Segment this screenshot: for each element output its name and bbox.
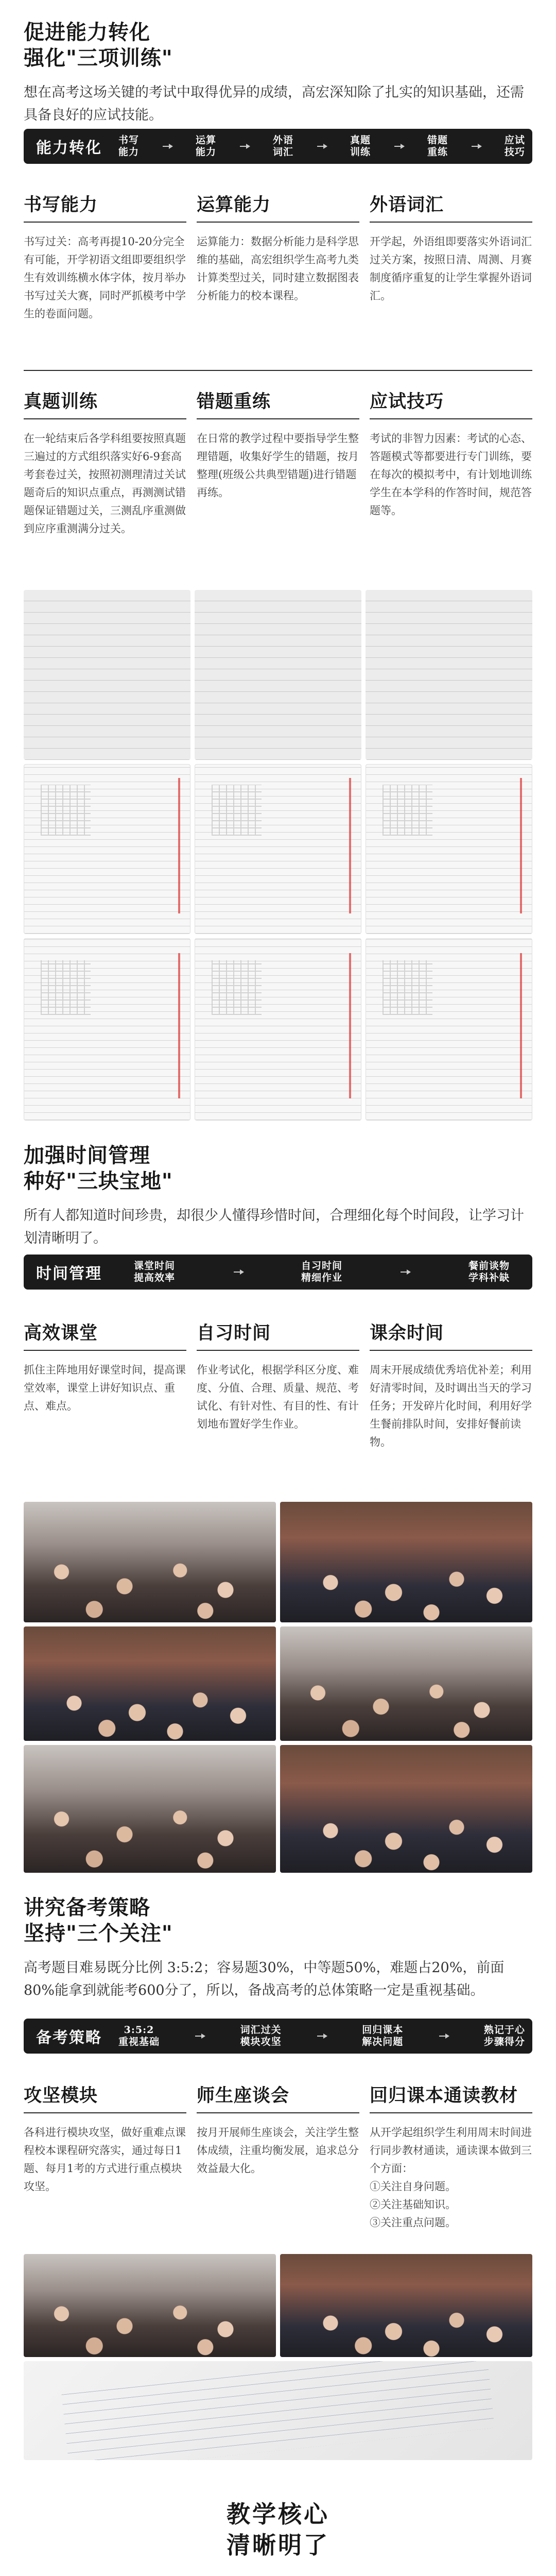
classroom-photo [24,1626,276,1741]
card-title: 师生座谈会 [197,2085,290,2106]
classroom-photo [24,1745,276,1873]
closing-line: 清晰明了 [227,2531,329,2559]
arrow-icon [394,146,404,147]
ability-card [370,191,532,323]
ability-card [197,191,359,323]
card-text: 作业考试化，根据学科区分度、难度、分值、合理、质量、规范、考试化、有针对性、有目的性、有计划地布置好学生作业。 [197,1364,359,1430]
bar-step: 外语 词汇 [272,134,293,158]
handwriting-photo [195,590,361,760]
section-intro: 所有人都知道时间珍贵，却很少人懂得珍惜时间，合理细化每个时间段，让学习计划清晰明了。 [24,1208,524,1246]
classroom-photo [280,1626,532,1741]
worksheet-photo [195,938,361,1121]
card-text: 运算能力：数据分析能力是科学思维的基础，高宏组织学生高考九类计算类型过关，同时建立数据图表分析能力的校本课程。 [197,235,359,302]
handwriting-photo [366,590,532,760]
divider [370,2112,532,2113]
card-title: 回归课本通读教材 [370,2085,518,2106]
closing-line: 教学核心 [227,2500,329,2528]
divider [24,1350,186,1351]
bar-step: 课堂时间 提高效率 [134,1260,176,1283]
card-title: 错题重练 [197,391,271,412]
time-row [24,1319,532,1451]
bar-label: 备考策略 [36,2029,102,2047]
ability-card [24,387,186,538]
worksheet-photo [195,764,361,934]
card-title: 书写能力 [24,194,98,215]
section-title-line: 坚持"三个关注" [24,1921,173,1945]
arrow-icon [317,2036,326,2037]
section-intro: 想在高考这场关键的考试中取得优异的成绩，高宏深知除了扎实的知识基础，还需具备良好的应试技能。 [24,84,524,123]
strategy-row [24,2081,532,2232]
card-title: 课余时间 [370,1323,444,1344]
card-text: 在一轮结束后各学科组要按照真题三遍过的方式组织落实好6-9套高考套卷过关，按照初测理清过关试题奇后的知识点重点，再测测试错题保证错题过关，三测乱序重测做到应序重测满分过关。 [24,432,186,535]
closing-slogan [0,2499,556,2561]
bar-step: 运算 能力 [195,134,216,158]
card-title: 真题训练 [24,391,98,412]
arrow-icon [163,146,172,147]
ability-card [24,191,186,323]
list-item: ②关注基础知识。 [370,2198,456,2211]
card-title: 外语词汇 [370,194,444,215]
section-strategy [0,1895,556,2002]
strategy-photos [24,2254,532,2460]
card-title: 应试技巧 [370,391,444,412]
arrow-icon [234,1272,243,1273]
list-item: ③关注重点问题。 [370,2216,456,2229]
bar-step: 书写 能力 [118,134,140,158]
time-bar [24,1255,532,1290]
divider [197,418,359,419]
arrow-icon [439,2036,448,2037]
ability-row-1 [24,191,532,323]
card-title: 高效课堂 [24,1323,98,1344]
ability-bar [24,129,532,164]
section-title-line: 种好"三块宝地" [24,1169,173,1193]
strategy-card [197,2081,359,2232]
worksheet-photo [24,764,190,934]
classroom-photo [280,1502,532,1622]
divider [24,418,186,419]
divider [24,222,186,223]
time-card [370,1319,532,1451]
bar-label: 时间管理 [36,1265,102,1283]
worksheet-photo [366,764,532,934]
worksheet-photo [366,938,532,1121]
list-item: ①关注自身问题。 [370,2180,456,2193]
divider [24,2112,186,2113]
section-title-line: 促进能力转化 [24,20,150,44]
bar-step: 真题 训练 [350,134,371,158]
classroom-photo [280,1745,532,1873]
bar-step: 熟记于心 步骤得分 [483,2024,525,2047]
divider [370,418,532,419]
card-text: 书写过关：高考再提10-20分完全有可能，开学初语文组即要组织学生有效训练横水体字体，按月举办书写过关大赛，同时严抓模考中学生的卷面问题。 [24,235,186,320]
card-text: 在日常的教学过程中要指导学生整理错题，收集好学生的错题，按月整理(班级公共典型错题)进行错题再练。 [197,432,359,499]
time-card [24,1319,186,1451]
bar-step: 错题 重练 [427,134,448,158]
section-time [0,1143,556,1250]
bar-step: 应试 技巧 [504,134,525,158]
divider [197,2112,359,2113]
meeting-photo [24,2254,276,2357]
card-text: 各科进行模块攻坚，做好重难点课程校本课程研究落实，通过每日1题、每月1考的方式进行重点模块攻坚。 [24,2126,186,2193]
arrow-icon [472,146,481,147]
divider [370,1350,532,1351]
handwriting-photo [24,590,190,760]
classroom-photos [24,1502,532,1873]
bar-step: 词汇过关 模块攻坚 [240,2024,282,2047]
bar-step: 自习时间 精细作业 [301,1260,342,1283]
card-text: 按月开展师生座谈会，关注学生整体成绩，注重均衡发展，追求总分效益最大化。 [197,2126,359,2175]
bar-step: 3:5:2 重视基础 [118,2024,160,2047]
card-title: 攻坚模块 [24,2085,98,2106]
card-text: 开学起，外语组即要落实外语词汇过关方案，按照日清、周测、月赛制度循序重复的让学生掌握外语词汇。 [370,235,532,302]
divider [24,370,532,371]
ability-card [197,387,359,538]
section-title-line: 讲究备考策略 [24,1895,150,1920]
bar-step: 餐前谈物 学科补缺 [468,1260,510,1283]
card-title: 运算能力 [197,194,271,215]
divider [197,1350,359,1351]
notes-photo [24,2361,532,2460]
divider [197,222,359,223]
section-title-line: 加强时间管理 [24,1143,150,1167]
section-intro: 高考题目难易既分比例 3:5:2；容易题30%，中等题50%，难题占20%，前面80%能拿到就能考600分了，所以，备战高考的总体策略一定是重视基础。 [24,1960,505,1998]
card-text: 考试的非智力因素：考试的心态、答题模式等都要进行专门训练，要在每次的模拟考中，有计划地训练学生在本学科的作答时间，规范答题等。 [370,432,532,517]
classroom-photo [280,2254,532,2357]
card-text: 周末开展成绩优秀培优补差；利用好清零时间，及时调出当天的学习任务；开发碎片化时间，利用好学生餐前排队时间，安排好餐前读物。 [370,1364,532,1448]
card-title: 自习时间 [197,1323,271,1344]
strategy-card [370,2081,532,2232]
strategy-bar [24,2019,532,2054]
bar-label: 能力转化 [36,139,102,157]
homework-photos [24,590,532,1121]
classroom-photo [24,1502,276,1622]
worksheet-photo [24,938,190,1121]
arrow-icon [240,146,249,147]
card-text: 抓住主阵地用好课堂时间，提高课堂效率，课堂上讲好知识点、重点、难点。 [24,1364,186,1412]
divider [370,222,532,223]
section-ability [0,20,556,127]
arrow-icon [195,2036,204,2037]
strategy-card [24,2081,186,2232]
arrow-icon [317,146,326,147]
arrow-icon [401,1272,410,1273]
card-text: 从开学起组织学生利用周末时间进行同步教材通读，通读课本做到三个方面： [370,2126,532,2175]
section-title-line: 强化"三项训练" [24,46,173,70]
ability-card [370,387,532,538]
bar-step: 回归课本 解决问题 [362,2024,404,2047]
time-card [197,1319,359,1451]
ability-row-2 [24,387,532,538]
